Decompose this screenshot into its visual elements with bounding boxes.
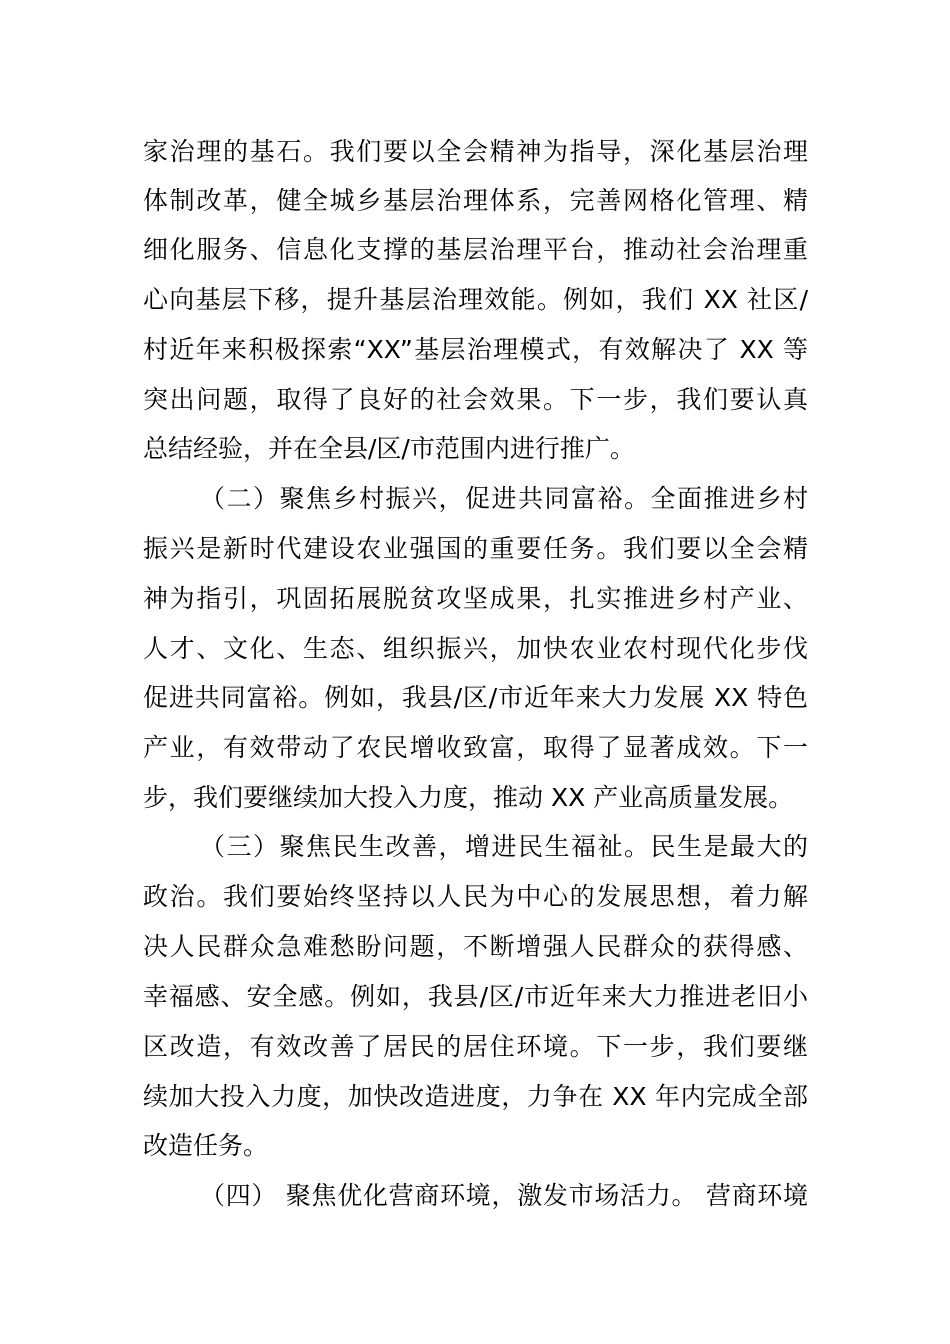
text-line: 产业，有效带动了农民增收致富，取得了显著成效。下一: [143, 733, 808, 762]
text-line: 续加大投入力度，加快改造进度，力争在 XX 年内完成全部: [143, 1082, 808, 1111]
text-line: 细化服务、信息化支撑的基层治理平台，推动社会治理重: [143, 235, 808, 264]
text-line: 心向基层下移，提升基层治理效能。例如，我们 XX 社区/: [143, 285, 808, 314]
section-heading-line: （二）聚焦乡村振兴，促进共同富裕。全面推进乡村: [200, 484, 808, 513]
text-line: 人才、文化、生态、组织振兴，加快农业农村现代化步伐: [143, 634, 808, 663]
text-line: 家治理的基石。我们要以全会精神为指导，深化基层治理: [143, 137, 808, 166]
section-heading-line: （三）聚焦民生改善，增进民生福祉。民生是最大的: [200, 832, 808, 861]
text-line: 振兴是新时代建设农业强国的重要任务。我们要以全会精: [143, 534, 808, 563]
text-line: 神为指引，巩固拓展脱贫攻坚成果，扎实推进乡村产业、: [143, 584, 808, 613]
section-heading-line: （四） 聚焦优化营商环境，激发市场活力。 营商环境: [200, 1181, 808, 1210]
text-line: 促进共同富裕。例如，我县/区/市近年来大力发展 XX 特色: [143, 683, 808, 712]
text-line: 决人民群众急难愁盼问题，不断增强人民群众的获得感、: [143, 932, 808, 961]
text-line: 体制改革，健全城乡基层治理体系，完善网格化管理、精: [143, 186, 808, 215]
text-line: 总结经验，并在全县/区/市范围内进行推广。: [143, 434, 635, 463]
text-line: 区改造，有效改善了居民的居住环境。下一步，我们要继: [143, 1032, 808, 1061]
text-line: 政治。我们要始终坚持以人民为中心的发展思想，着力解: [143, 882, 808, 911]
text-line: 幸福感、安全感。例如，我县/区/市近年来大力推进老旧小: [143, 982, 808, 1011]
text-line: 步，我们要继续加大投入力度，推动 XX 产业高质量发展。: [143, 783, 794, 812]
text-line: 突出问题，取得了良好的社会效果。下一步，我们要认真: [143, 385, 808, 414]
text-line: 改造任务。: [143, 1131, 269, 1160]
text-line: 村近年来积极探索“XX”基层治理模式，有效解决了 XX 等: [143, 335, 808, 364]
